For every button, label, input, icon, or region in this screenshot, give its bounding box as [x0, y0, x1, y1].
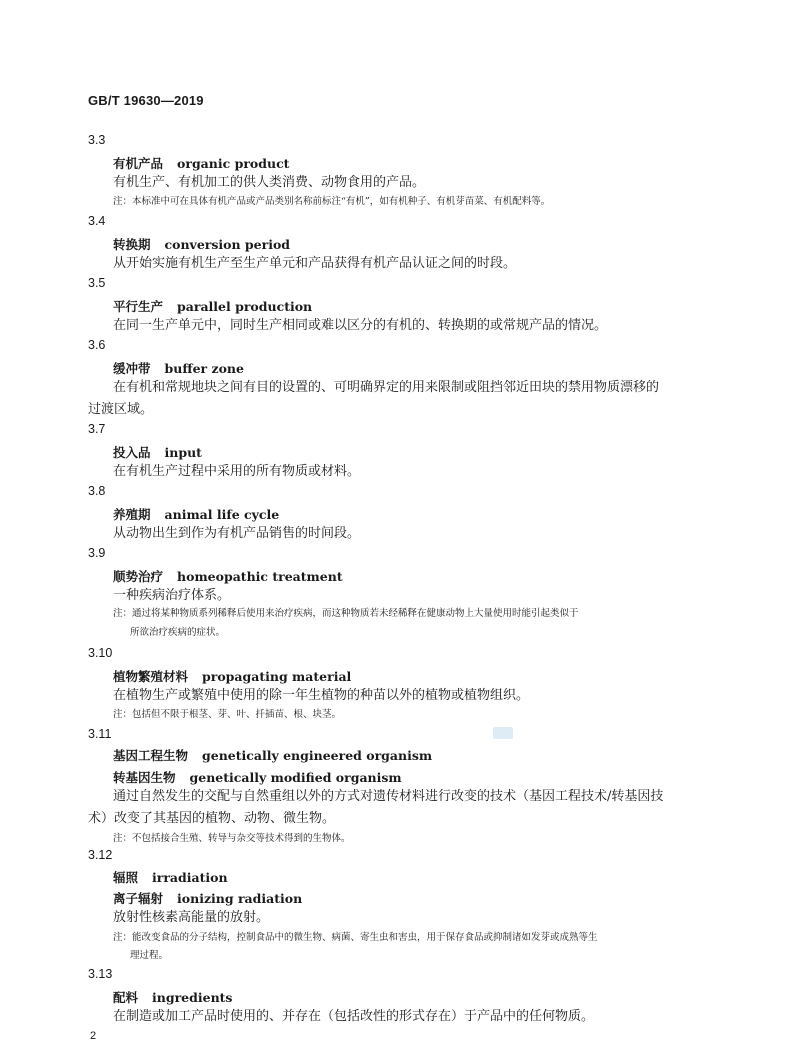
term-heading	[113, 667, 351, 685]
definition: 放射性核素高能量的放射。	[113, 910, 270, 925]
term-zh: 有机产品	[113, 156, 164, 171]
term-heading	[113, 443, 202, 461]
term-zh: 顺势治疗	[113, 569, 164, 584]
definition-continuation: 过渡区域。	[88, 402, 154, 417]
clause-number: 3.11	[88, 727, 112, 741]
definition: 在有机和常规地块之间有目的设置的、可明确界定的用来限制或阻挡邻近田块的禁用物质漂移的	[113, 380, 660, 395]
term-en: propagating material	[202, 669, 352, 684]
term-heading	[113, 505, 279, 523]
clause-number: 3.5	[88, 276, 106, 290]
clause-number: 3.12	[88, 848, 113, 862]
term-zh: 辐照	[113, 870, 139, 885]
page-number: 2	[90, 1030, 97, 1042]
term-zh: 平行生产	[113, 299, 164, 314]
term-heading-synonym	[113, 889, 302, 907]
term-heading	[113, 359, 244, 377]
term-zh: 转换期	[113, 237, 151, 252]
term-en: parallel production	[177, 299, 313, 314]
term-heading	[113, 567, 343, 585]
definition: 通过自然发生的交配与自然重组以外的方式对遗传材料进行改变的技术（基因工程技术/转基因技	[113, 789, 664, 804]
standard-code: GB/T 19630—2019	[88, 93, 204, 108]
definition: 一种疾病治疗体系。	[113, 588, 231, 603]
clause-number: 3.13	[88, 967, 113, 981]
clause-number: 3.7	[88, 422, 106, 436]
definition: 在植物生产或繁殖中使用的除一年生植物的种苗以外的植物或植物组织。	[113, 688, 530, 703]
clause-number: 3.6	[88, 338, 106, 352]
term-zh: 植物繁殖材料	[113, 669, 189, 684]
note: 注：能改变食品的分子结构，控制食品中的微生物、病菌、寄生虫和害虫，用于保存食品或抑制诸如发芽或成熟等生	[113, 932, 598, 943]
clause-number: 3.4	[88, 214, 106, 228]
definition: 在同一生产单元中，同时生产相同或难以区分的有机的、转换期的或常规产品的情况。	[113, 318, 608, 333]
term-heading	[113, 868, 228, 886]
clause-number: 3.8	[88, 484, 106, 498]
term-en: ionizing radiation	[177, 891, 303, 906]
term-en: conversion period	[164, 237, 291, 252]
term-en: irradiation	[152, 870, 228, 885]
term-en: buffer zone	[164, 361, 244, 376]
term-en: genetically engineered organism	[202, 748, 433, 763]
watermark-logo	[493, 727, 513, 739]
term-en: organic product	[177, 156, 290, 171]
term-heading	[113, 988, 232, 1006]
term-en: homeopathic treatment	[177, 569, 343, 584]
clause-number: 3.10	[88, 646, 113, 660]
note: 注：本标准中可在具体有机产品或产品类别名称前标注“有机”，如有机种子、有机芽苗菜、有机配料等。	[113, 196, 551, 207]
clause-number: 3.3	[88, 133, 106, 147]
clause-number: 3.9	[88, 546, 106, 560]
note-continuation: 理过程。	[130, 950, 169, 961]
note-continuation: 所欲治疗疾病的症状。	[130, 627, 226, 638]
term-heading	[113, 235, 290, 253]
note: 注：包括但不限于根茎、芽、叶、扦插苗、根、块茎。	[113, 709, 342, 720]
definition: 从开始实施有机生产至生产单元和产品获得有机产品认证之间的时段。	[113, 256, 517, 271]
term-en: ingredients	[152, 990, 233, 1005]
term-zh: 离子辐射	[113, 891, 164, 906]
term-en: genetically modified organism	[189, 770, 402, 785]
term-heading	[113, 154, 289, 172]
term-zh: 缓冲带	[113, 361, 151, 376]
note: 注：不包括接合生殖、转导与杂交等技术得到的生物体。	[113, 833, 351, 844]
term-heading	[113, 297, 312, 315]
note: 注：通过将某种物质系列稀释后使用来治疗疾病，而这种物质若未经稀释在健康动物上大量使用时能引起类似于	[113, 608, 579, 619]
term-en: input	[164, 445, 202, 460]
definition: 在有机生产过程中采用的所有物质或材料。	[113, 464, 361, 479]
term-heading	[113, 746, 432, 764]
definition: 有机生产、有机加工的供人类消费、动物食用的产品。	[113, 175, 426, 190]
term-zh: 养殖期	[113, 507, 151, 522]
term-zh: 转基因生物	[113, 770, 176, 785]
definition-continuation: 术）改变了其基因的植物、动物、微生物。	[88, 811, 336, 826]
term-zh: 投入品	[113, 445, 151, 460]
term-zh: 基因工程生物	[113, 748, 189, 763]
term-zh: 配料	[113, 990, 139, 1005]
definition: 在制造或加工产品时使用的、并存在（包括改性的形式存在）于产品中的任何物质。	[113, 1009, 595, 1024]
term-en: animal life cycle	[164, 507, 280, 522]
definition: 从动物出生到作为有机产品销售的时间段。	[113, 526, 361, 541]
term-heading-synonym	[113, 768, 402, 786]
